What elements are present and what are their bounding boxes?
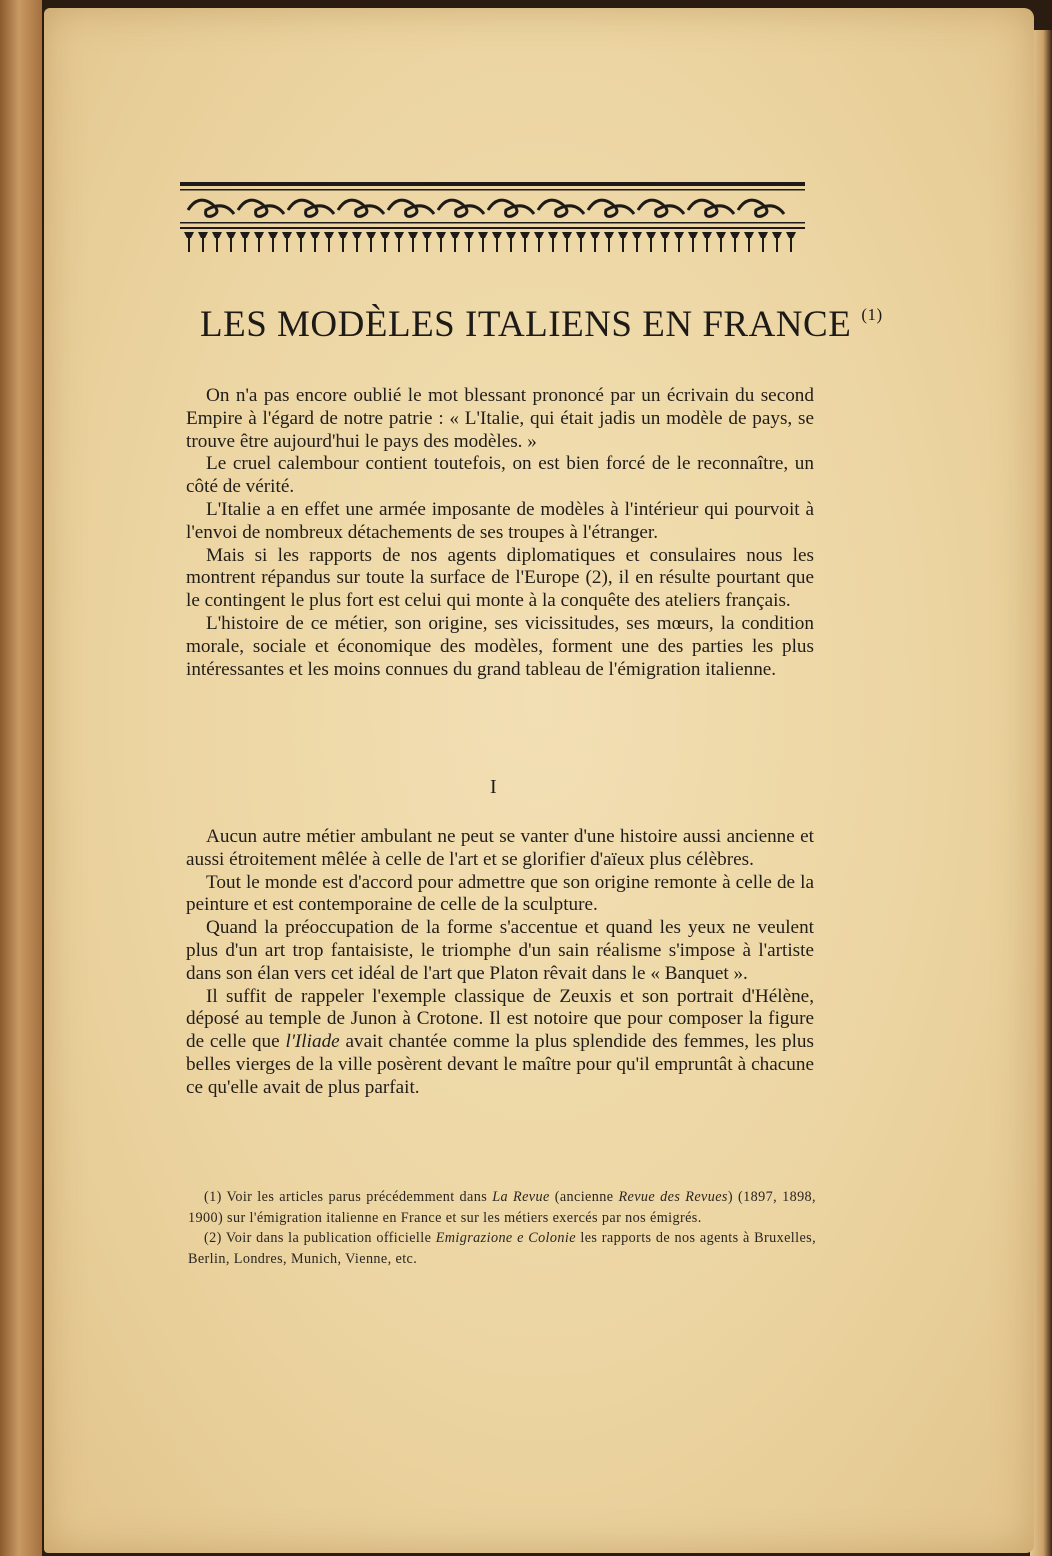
footnote-text: (2) Voir dans la publication officielle (204, 1230, 436, 1246)
paragraph: Le cruel calembour contient toutefois, on est bien forcé de le reconnaître, un côté de vérité. (186, 453, 814, 498)
paragraph-end: avait chantée comme la plus splendide des femmes, les plus belles vierges de la ville posèrent devant le maître pour qu'il empruntât à chacune ce qu'elle avait de plus parfait. (186, 1031, 814, 1098)
footnote-2 (188, 1228, 816, 1269)
footnote-text: les rapports de nos agents à Bruxelles, Berlin, Londres, Munich, Vienne, etc. (188, 1230, 817, 1267)
footnote-text: ) (1897, 1898, 1900) sur l'émigration italienne en France et sur les métiers exercés par nos émigrés. (188, 1189, 817, 1226)
paragraph: On n'a pas encore oublié le mot blessant prononcé par un écrivain du second Empire à l'égard de notre patrie : « L'Italie, qui était jadis un modèle de pays, se trouve être aujourd'hui le pays des modèles. » (186, 385, 814, 452)
footnote-italic: Emigrazione e Colonie (435, 1230, 576, 1246)
paragraph: L'Italie a en effet une armée imposante de modèles à l'intérieur qui pourvoit à l'envoi de nombreux détachements de ses troupes à l'étranger. (186, 498, 814, 543)
paragraph: Tout le monde est d'accord pour admettre que son origine remonte à celle de la peinture et est contemporaine de celle de la sculpture. (186, 871, 814, 916)
article-title (200, 303, 883, 346)
title-text: LES MODÈLES ITALIENS EN FRANCE (200, 304, 852, 345)
italic-title: l'Iliade (285, 1031, 340, 1053)
intro-text (186, 385, 814, 681)
footnote-1 (188, 1187, 816, 1228)
section-heading: I (490, 776, 497, 798)
footnote-text: (ancienne (549, 1189, 619, 1205)
scan-binding-edge (0, 0, 42, 1556)
paragraph: Aucun autre métier ambulant ne peut se vanter d'une histoire aussi ancienne et aussi étroitement mêlée à celle de l'art et se glorifier d'aïeux plus célèbres. (186, 826, 814, 870)
ornament-band-icon (180, 180, 805, 258)
section-text (186, 826, 814, 1100)
paragraph: L'histoire de ce métier, son origine, ses vicissitudes, ses mœurs, la condition morale, sociale et économique des modèles, forment une des parties les plus intéressantes et les moins connues du grand tableau de l'émigration italienne. (186, 612, 814, 680)
paragraph: Mais si les rapports de nos agents diplomatiques et consulaires nous les montrent répandus sur toute la surface de l'Europe (2), il en résulte pourtant que le contingent le plus fort est celui qui monte à la conquête des ateliers français. (186, 544, 814, 612)
paragraph (186, 986, 814, 1100)
footnotes (188, 1187, 816, 1269)
headpiece-ornament (180, 180, 805, 258)
footnote-italic: Revue des Revues (618, 1189, 728, 1205)
paragraph-start: Il suffit de rappeler l'exemple classique de Zeuxis et son portrait d'Hélène, déposé au temple de Junon à Crotone. Il est notoire que pour composer la figure de celle que (186, 985, 814, 1053)
paragraph: Quand la préoccupation de la forme s'accentue et quand les yeux ne veulent plus d'un art trop fantaisiste, le triomphe d'un sain réalisme s'impose à l'artiste dans son élan vers cet idéal de l'art que Platon rêvait dans le « Banquet ». (186, 917, 814, 984)
footnote-text: (1) Voir les articles parus précédemment dans (204, 1189, 493, 1205)
footnote-italic: La Revue (492, 1189, 550, 1205)
title-footnote-ref: (1) (861, 305, 883, 324)
